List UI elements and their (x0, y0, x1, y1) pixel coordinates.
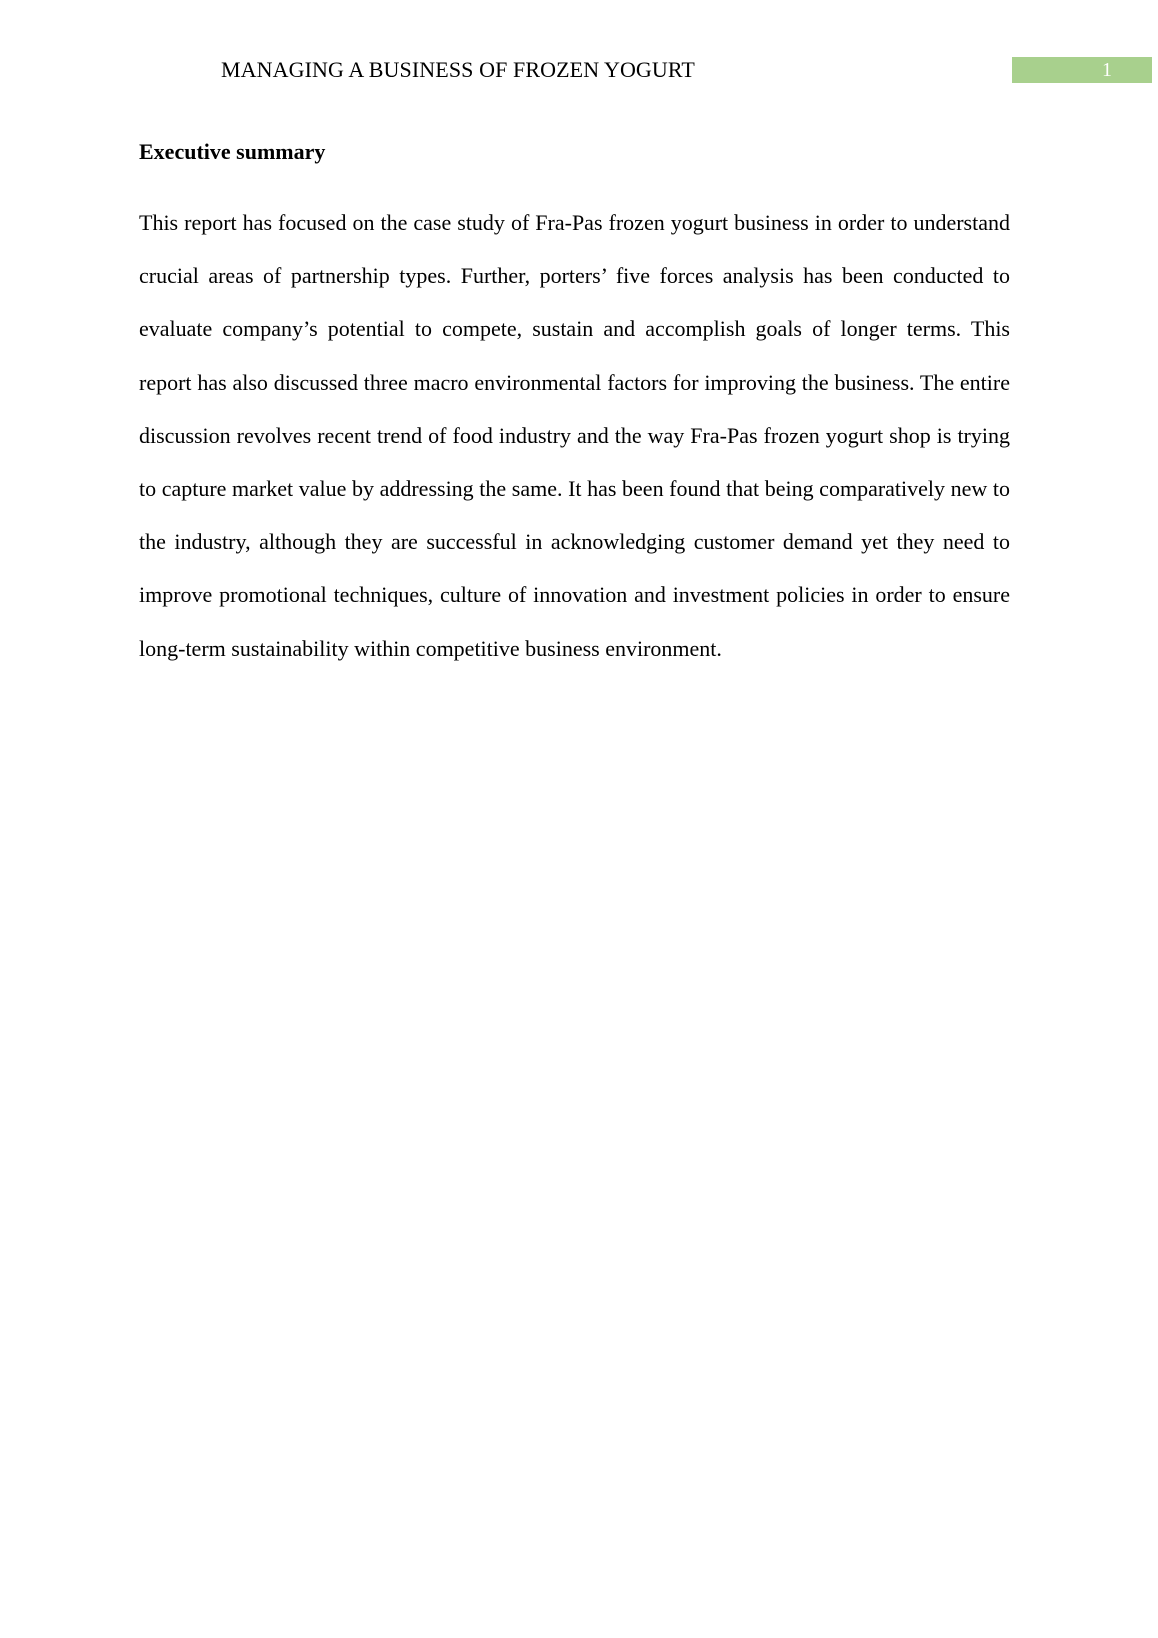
page-number: 1 (1102, 59, 1112, 81)
section-heading: Executive summary (139, 139, 326, 164)
executive-summary-paragraph: This report has focused on the case study of Fra-Pas frozen yogurt business in order to understand crucial areas of partnership types. Further, porters’ five forces analysis has been conducted to evaluate company’s potential to compete, sustain and accomplish goals of longer terms. This report has also discussed three macro environmental factors for improving the business. The entire discussion revolves recent trend of food industry and the way Fra-Pas frozen yogurt shop is trying to capture market value by addressing the same. It has been found that being comparatively new to the industry, although they are successful in acknowledging customer demand yet they need to improve promotional techniques, culture of innovation and investment policies in order to ensure long-term sustainability within competitive business environment. (139, 210, 1010, 661)
running-head-title: MANAGING A BUSINESS OF FROZEN YOGURT (221, 57, 695, 82)
page-number-badge (1012, 57, 1152, 83)
